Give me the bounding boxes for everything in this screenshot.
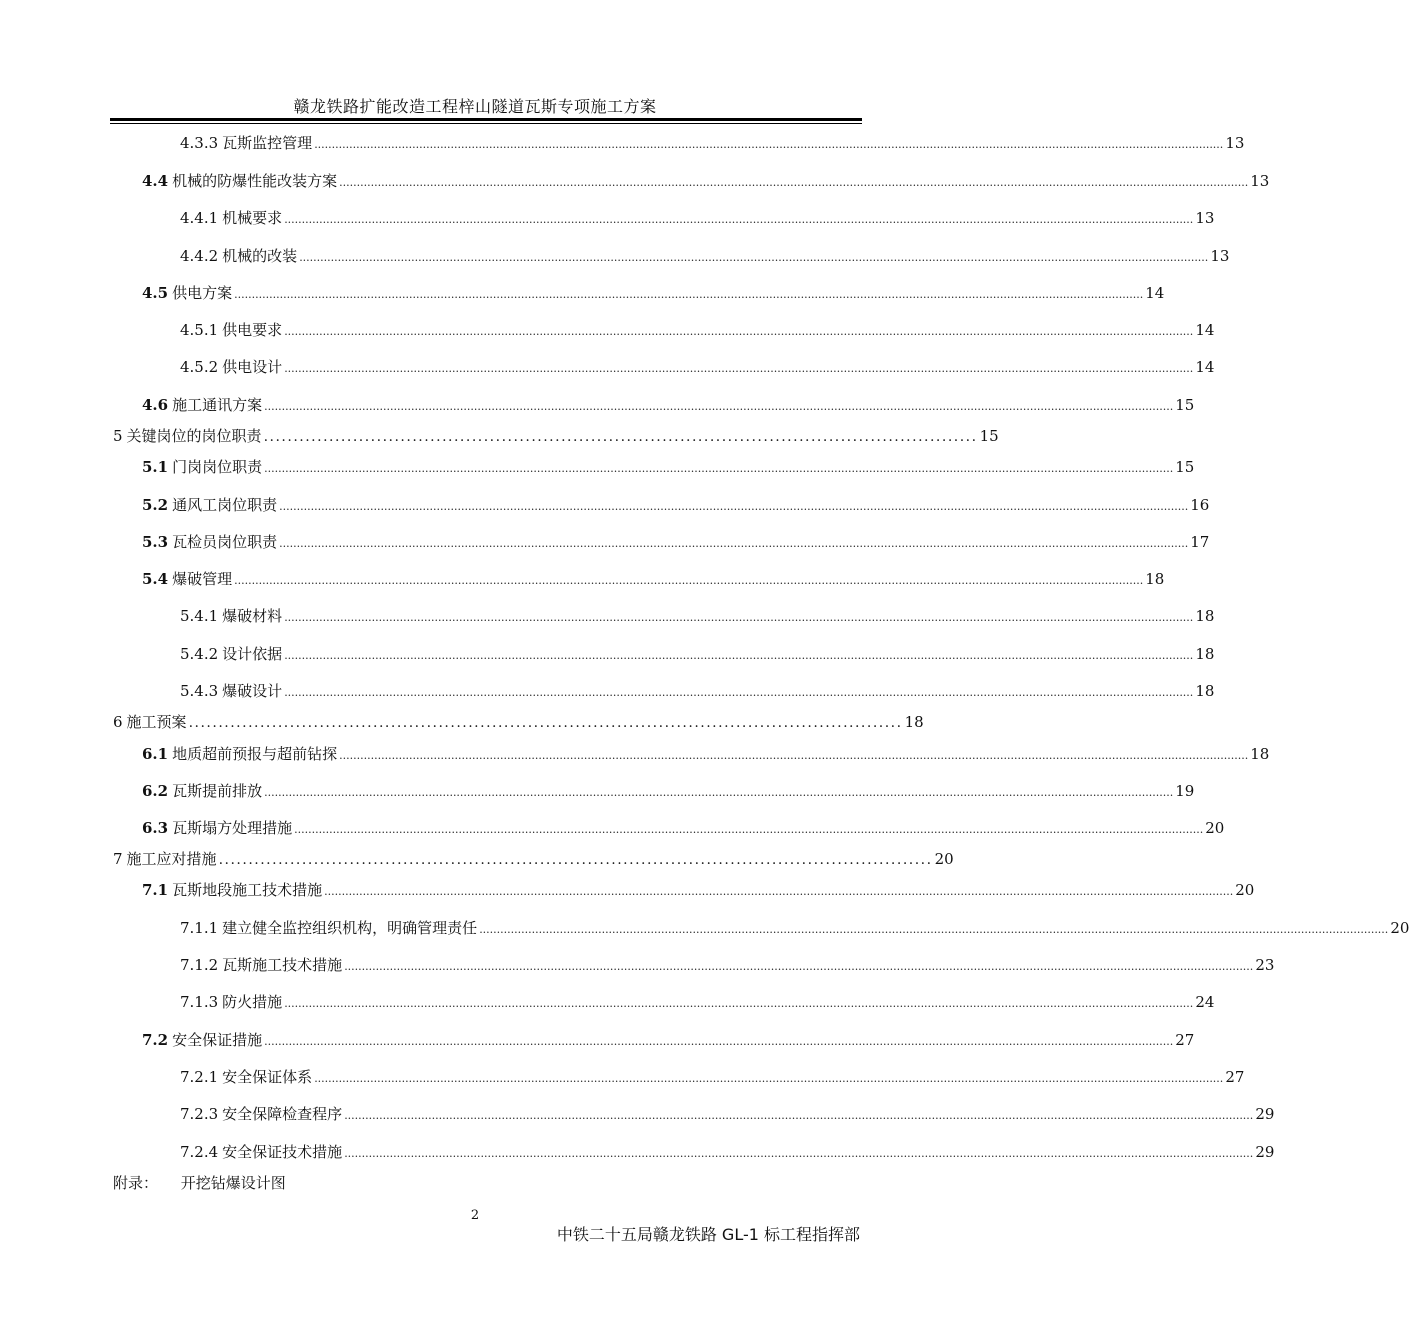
toc-entry-number: 7.2.4: [180, 1143, 219, 1161]
toc-entry[interactable]: [142, 171, 1270, 193]
toc-entry[interactable]: [180, 133, 1245, 155]
toc-entry-number: 5: [113, 427, 123, 445]
toc-entry-page: 18: [1195, 682, 1215, 700]
toc-entry-title: 瓦斯塌方处理措施: [172, 819, 293, 837]
toc-entry-title: 爆破管理: [172, 570, 233, 588]
toc-dot-leader: ....................................................................................................................................................................................................................................................................: [479, 923, 1389, 936]
toc-entry[interactable]: [180, 246, 1230, 268]
toc-entry[interactable]: [142, 1030, 1195, 1052]
toc-entry[interactable]: [180, 955, 1275, 977]
toc-entry-title: 供电设计: [222, 358, 283, 376]
toc-entry-page: 18: [1250, 745, 1270, 763]
appendix-entry: [113, 1172, 286, 1193]
toc-dot-leader: ....................................................................................................................................................................................................................................................................: [264, 400, 1174, 413]
toc-entry-page: 18: [904, 713, 924, 731]
toc-entry[interactable]: [142, 744, 1270, 766]
toc-entry[interactable]: [113, 426, 999, 447]
toc-entry-number: 7.1.1: [180, 919, 219, 937]
toc-dot-leader: ....................................................................................................................................................................................................................................................................: [284, 362, 1194, 375]
toc-dot-leader: ....................................................................................................................................................................................................................................................................: [284, 686, 1194, 699]
toc-dot-leader: ....................................................................................................................................................................................................................................................................: [284, 997, 1194, 1010]
toc-entry-page: 19: [1175, 782, 1195, 800]
toc-dot-leader: ....................................................................................................................................................................................................................................................................: [264, 786, 1174, 799]
toc-entry-title: 供电方案: [172, 284, 233, 302]
toc-entry-number: 6.3: [142, 819, 169, 837]
toc-entry-page: 13: [1210, 247, 1230, 265]
toc-entry[interactable]: [142, 532, 1210, 554]
toc-entry[interactable]: [142, 781, 1195, 803]
toc-entry[interactable]: [180, 992, 1215, 1014]
toc-entry-page: 18: [1195, 645, 1215, 663]
toc-entry-page: 18: [1195, 607, 1215, 625]
toc-entry-title: 瓦斯地段施工技术措施: [172, 881, 323, 899]
toc-entry[interactable]: [142, 457, 1195, 479]
toc-entry[interactable]: [113, 712, 924, 733]
toc-entry-number: 4.4.2: [180, 247, 219, 265]
toc-entry-number: 4.6: [142, 396, 169, 414]
toc-entry-number: 6.2: [142, 782, 169, 800]
toc-entry-page: 20: [1235, 881, 1255, 899]
toc-entry-title: 施工通讯方案: [172, 396, 263, 414]
page-header-title: 赣龙铁路扩能改造工程梓山隧道瓦斯专项施工方案: [293, 97, 657, 116]
toc-entry-number: 7.1.2: [180, 956, 219, 974]
toc-entry-page: 24: [1195, 993, 1215, 1011]
toc-entry-page: 16: [1190, 496, 1210, 514]
toc-entry-number: 5.3: [142, 533, 169, 551]
toc-entry-title: 地质超前预报与超前钻探: [172, 745, 338, 763]
toc-entry[interactable]: [142, 880, 1255, 902]
toc-entry-title: 安全保证技术措施: [222, 1143, 343, 1161]
toc-entry[interactable]: [180, 208, 1215, 230]
toc-entry[interactable]: [180, 320, 1215, 342]
toc-entry-page: 14: [1145, 284, 1165, 302]
toc-dot-leader: ....................................................................................................................................................................................................................................................................: [344, 1147, 1254, 1160]
toc-entry[interactable]: [142, 395, 1195, 417]
toc-entry-number: 5.2: [142, 496, 169, 514]
toc-entry-title: 瓦检员岗位职责: [172, 533, 278, 551]
appendix-title: 开挖钻爆设计图: [180, 1174, 286, 1192]
toc-dot-leader: ........................................................................................................................: [263, 429, 978, 445]
toc-entry-number: 6.1: [142, 745, 169, 763]
toc-entry-number: 4.5.2: [180, 358, 219, 376]
toc-entry[interactable]: [180, 606, 1215, 628]
header-rule-thin: [110, 123, 862, 124]
toc-entry-number: 4.5.1: [180, 321, 219, 339]
toc-dot-leader: ....................................................................................................................................................................................................................................................................: [284, 325, 1194, 338]
toc-entry-number: 7.1: [142, 881, 169, 899]
toc-entry[interactable]: [142, 283, 1165, 305]
toc-entry-title: 设计依据: [222, 645, 283, 663]
toc-dot-leader: ....................................................................................................................................................................................................................................................................: [279, 537, 1189, 550]
toc-entry-title: 防火措施: [222, 993, 283, 1011]
toc-entry-title: 机械的防爆性能改装方案: [172, 172, 338, 190]
toc-entry[interactable]: [180, 644, 1215, 666]
toc-entry-title: 瓦斯施工技术措施: [222, 956, 343, 974]
toc-entry-number: 4.3.3: [180, 134, 219, 152]
appendix-label: 附录：: [113, 1174, 159, 1192]
toc-entry-number: 7.2.3: [180, 1105, 219, 1123]
toc-entry[interactable]: [142, 495, 1210, 517]
toc-dot-leader: ....................................................................................................................................................................................................................................................................: [314, 1072, 1224, 1085]
footer-organization: 中铁二十五局赣龙铁路 GL-1 标工程指挥部: [556, 1225, 860, 1244]
toc-entry-page: 29: [1255, 1105, 1275, 1123]
toc-entry-title: 通风工岗位职责: [172, 496, 278, 514]
toc-entry-title: 安全保障检查程序: [222, 1105, 343, 1123]
toc-entry-number: 5.4.2: [180, 645, 219, 663]
toc-entry-number: 7.2.1: [180, 1068, 219, 1086]
toc-entry[interactable]: [113, 849, 954, 870]
toc-entry-title: 供电要求: [222, 321, 283, 339]
toc-dot-leader: ....................................................................................................................................................................................................................................................................: [324, 885, 1234, 898]
toc-entry-page: 14: [1195, 321, 1215, 339]
toc-dot-leader: ....................................................................................................................................................................................................................................................................: [294, 823, 1204, 836]
toc-entry-page: 20: [934, 850, 954, 868]
toc-dot-leader: ....................................................................................................................................................................................................................................................................: [339, 176, 1249, 189]
toc-entry[interactable]: [180, 1142, 1275, 1164]
toc-entry-title: 机械要求: [222, 209, 283, 227]
header-rule-thick: [110, 118, 862, 121]
toc-entry-title: 安全保证体系: [222, 1068, 313, 1086]
toc-dot-leader: ....................................................................................................................................................................................................................................................................: [234, 574, 1144, 587]
toc-dot-leader: ....................................................................................................................................................................................................................................................................: [284, 611, 1194, 624]
toc-dot-leader: ....................................................................................................................................................................................................................................................................: [344, 1109, 1254, 1122]
toc-entry-page: 15: [1175, 458, 1195, 476]
toc-entry-page: 20: [1205, 819, 1225, 837]
toc-dot-leader: ....................................................................................................................................................................................................................................................................: [264, 1035, 1174, 1048]
toc-entry-page: 15: [979, 427, 999, 445]
toc-entry-title: 瓦斯提前排放: [172, 782, 263, 800]
toc-entry-title: 爆破材料: [222, 607, 283, 625]
toc-dot-leader: ....................................................................................................................................................................................................................................................................: [314, 138, 1224, 151]
toc-dot-leader: ....................................................................................................................................................................................................................................................................: [284, 649, 1194, 662]
toc-entry-page: 13: [1195, 209, 1215, 227]
toc-entry-title: 瓦斯监控管理: [222, 134, 313, 152]
toc-entry-title: 门岗岗位职责: [172, 458, 263, 476]
toc-dot-leader: ....................................................................................................................................................................................................................................................................: [234, 288, 1144, 301]
toc-dot-leader: ....................................................................................................................................................................................................................................................................: [344, 960, 1254, 973]
toc-entry[interactable]: [180, 357, 1215, 379]
toc-dot-leader: ........................................................................................................................: [188, 715, 903, 731]
toc-entry-title: 爆破设计: [222, 682, 283, 700]
toc-entry[interactable]: [142, 569, 1165, 591]
toc-entry[interactable]: [180, 681, 1215, 703]
toc-entry-page: 27: [1175, 1031, 1195, 1049]
toc-dot-leader: ....................................................................................................................................................................................................................................................................: [284, 213, 1194, 226]
toc-entry-title: 安全保证措施: [172, 1031, 263, 1049]
toc-entry-page: 20: [1390, 919, 1409, 937]
toc-entry[interactable]: [180, 918, 1409, 940]
toc-entry-number: 4.5: [142, 284, 169, 302]
toc-entry-number: 5.4.1: [180, 607, 219, 625]
toc-entry[interactable]: [180, 1067, 1245, 1089]
toc-entry-number: 4.4: [142, 172, 169, 190]
toc-dot-leader: ....................................................................................................................................................................................................................................................................: [279, 500, 1189, 513]
toc-entry-number: 6: [113, 713, 123, 731]
toc-entry-page: 13: [1250, 172, 1270, 190]
toc-dot-leader: ....................................................................................................................................................................................................................................................................: [339, 749, 1249, 762]
toc-entry-page: 14: [1195, 358, 1215, 376]
toc-entry-number: 5.1: [142, 458, 169, 476]
toc-dot-leader: ....................................................................................................................................................................................................................................................................: [299, 251, 1209, 264]
toc-entry-page: 23: [1255, 956, 1275, 974]
toc-entry-number: 7.2: [142, 1031, 169, 1049]
toc-dot-leader: ........................................................................................................................: [218, 852, 933, 868]
page-number: 2: [470, 1208, 480, 1223]
toc-entry-title: 建立健全监控组织机构，明确管理责任: [222, 919, 478, 937]
toc-entry-page: 27: [1225, 1068, 1245, 1086]
toc-dot-leader: ....................................................................................................................................................................................................................................................................: [264, 462, 1174, 475]
toc-entry-title: 施工预案: [126, 713, 187, 731]
toc-entry-number: 7.1.3: [180, 993, 219, 1011]
toc-entry-page: 13: [1225, 134, 1245, 152]
toc-entry-page: 29: [1255, 1143, 1275, 1161]
toc-entry[interactable]: [180, 1104, 1275, 1126]
toc-entry-number: 4.4.1: [180, 209, 219, 227]
toc-entry-number: 7: [113, 850, 123, 868]
toc-entry-title: 施工应对措施: [126, 850, 217, 868]
toc-entry[interactable]: [142, 818, 1225, 840]
toc-entry-title: 机械的改装: [222, 247, 298, 265]
toc-entry-number: 5.4.3: [180, 682, 219, 700]
toc-entry-page: 17: [1190, 533, 1210, 551]
toc-entry-number: 5.4: [142, 570, 169, 588]
toc-entry-page: 18: [1145, 570, 1165, 588]
toc-entry-title: 关键岗位的岗位职责: [126, 427, 262, 445]
toc-entry-page: 15: [1175, 396, 1195, 414]
